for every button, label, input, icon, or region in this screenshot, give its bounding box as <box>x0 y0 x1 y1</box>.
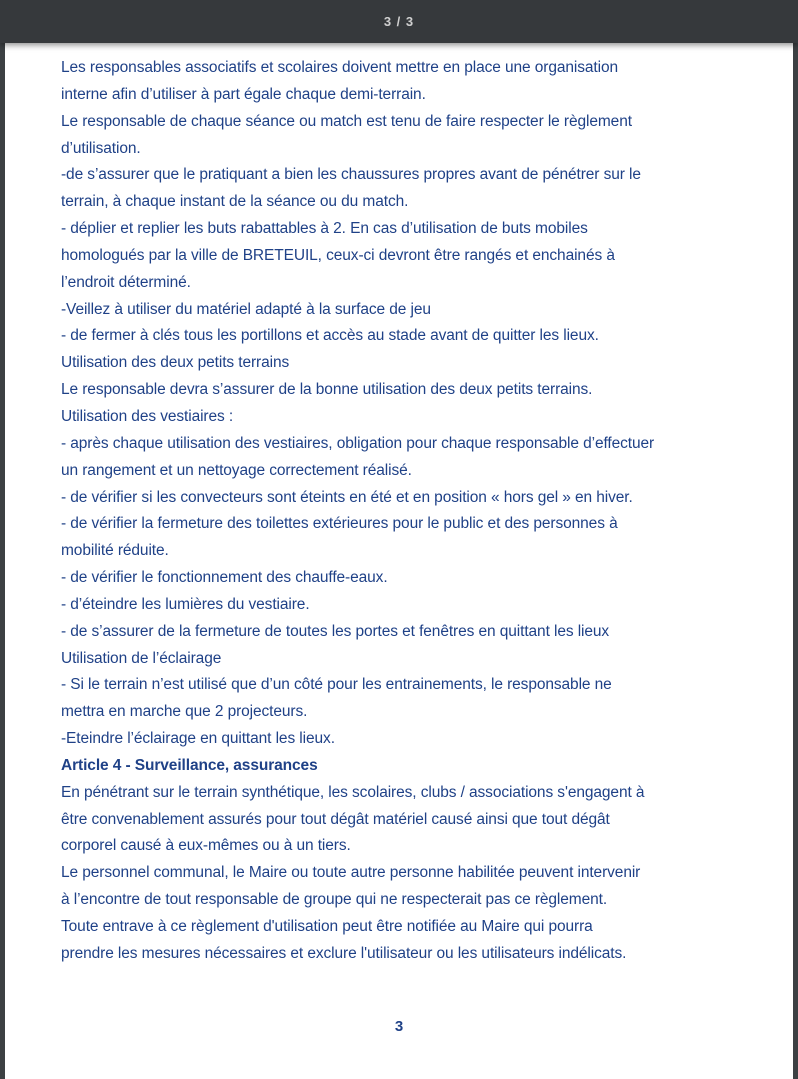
document-line: homologués par la ville de BRETEUIL, ceux-ci devront être rangés et enchainés à <box>61 246 615 264</box>
document-line: mobilité réduite. <box>61 542 169 560</box>
viewer-scroll-area[interactable] <box>0 43 798 1079</box>
document-line: - Si le terrain n’est utilisé que d’un côté pour les entrainements, le responsable ne <box>61 676 612 694</box>
document-line: - déplier et replier les buts rabattables à 2. En cas d’utilisation de buts mobiles <box>61 220 588 238</box>
document-line: Utilisation des deux petits terrains <box>61 354 290 372</box>
document-line: Le personnel communal, le Maire ou toute autre personne habilitée peuvent intervenir <box>61 864 641 882</box>
document-line: Utilisation de l’éclairage <box>61 649 222 667</box>
document-line: - de vérifier la fermeture des toilettes extérieures pour le public et des personnes à <box>61 515 618 533</box>
document-line: d’utilisation. <box>61 139 141 157</box>
document-line: - d’éteindre les lumières du vestiaire. <box>61 595 310 613</box>
document-line: -de s’assurer que le pratiquant a bien les chaussures propres avant de pénétrer sur le <box>61 166 641 184</box>
document-line: un rangement et un nettoyage correctement réalisé. <box>61 461 412 479</box>
document-line: prendre les mesures nécessaires et exclure l'utilisateur ou les utilisateurs indélicats. <box>61 944 627 962</box>
pdf-toolbar <box>0 0 798 43</box>
document-line: Le responsable devra s’assurer de la bonne utilisation des deux petits terrains. <box>61 381 593 399</box>
document-line: mettra en marche que 2 projecteurs. <box>61 703 308 721</box>
document-line: l’endroit déterminé. <box>61 273 191 291</box>
document-line: En pénétrant sur le terrain synthétique, les scolaires, clubs / associations s'engagent à <box>61 783 645 801</box>
document-line: interne afin d’utiliser à part égale chaque demi-terrain. <box>61 85 426 103</box>
document-line: -Eteindre l’éclairage en quittant les lieux. <box>61 730 335 748</box>
document-line: Le responsable de chaque séance ou match est tenu de faire respecter le règlement <box>61 112 632 130</box>
document-line: Les responsables associatifs et scolaires doivent mettre en place une organisation <box>61 59 619 76</box>
document-line: Utilisation des vestiaires : <box>61 407 234 425</box>
document-line: être convenablement assurés pour tout dégât matériel causé ainsi que tout dégât <box>61 810 610 828</box>
document-line: - de s’assurer de la fermeture de toutes les portes et fenêtres en quittant les lieux <box>61 622 610 640</box>
document-line: terrain, à chaque instant de la séance ou du match. <box>61 193 409 211</box>
document-line: à l’encontre de tout responsable de groupe qui ne respecterait pas ce règlement. <box>61 891 608 909</box>
document-line: - de vérifier si les convecteurs sont éteints en été et en position « hors gel » en hiver. <box>61 488 633 506</box>
document-line: Article 4 - Surveillance, assurances <box>61 756 318 774</box>
document-line: corporel causé à eux-mêmes ou à un tiers. <box>61 837 351 855</box>
document-body <box>5 43 793 968</box>
page-number: 3 <box>394 1017 404 1035</box>
document-line: - de vérifier le fonctionnement des chauffe-eaux. <box>61 569 388 587</box>
document-line: -Veillez à utiliser du matériel adapté à la surface de jeu <box>61 300 431 318</box>
document-page <box>5 43 793 1079</box>
document-line: Toute entrave à ce règlement d'utilisation peut être notifiée au Maire qui pourra <box>61 918 593 935</box>
page-indicator: 3 / 3 <box>383 14 415 29</box>
document-line: - après chaque utilisation des vestiaires, obligation pour chaque responsable d’effectuer <box>61 434 655 452</box>
document-line: - de fermer à clés tous les portillons et accès au stade avant de quitter les lieux. <box>61 327 599 345</box>
